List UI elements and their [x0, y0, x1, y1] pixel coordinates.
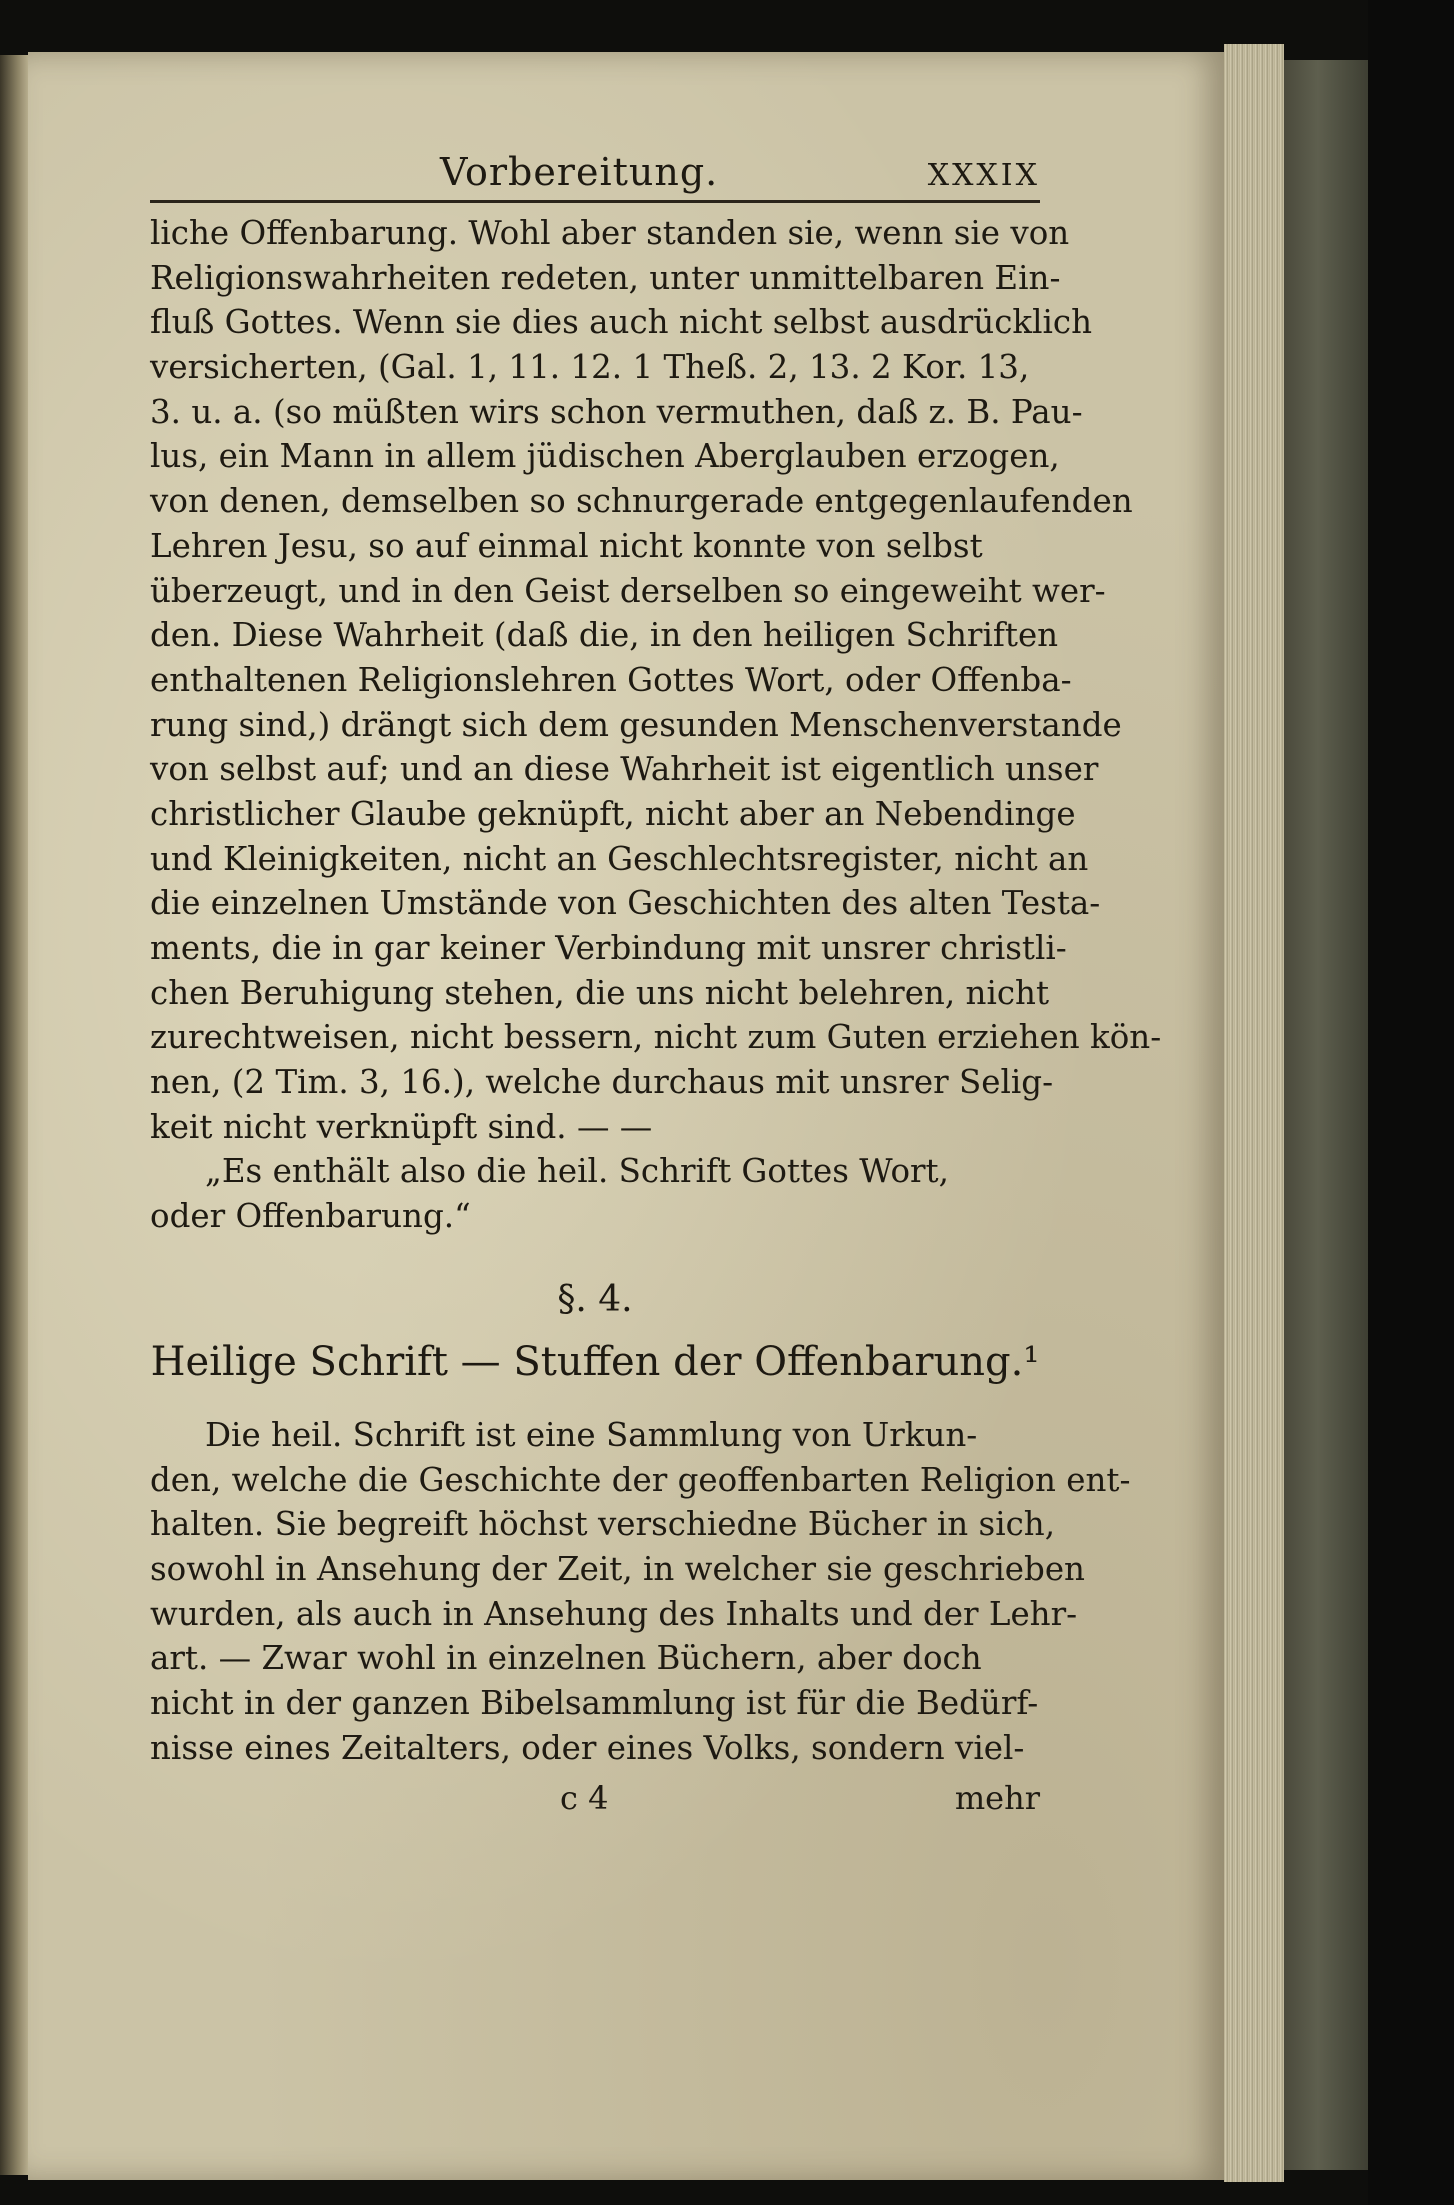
text-line: Religionswahrheiten redeten, unter unmittelbaren Ein-: [150, 258, 1061, 297]
text-line: art. — Zwar wohl in einzelnen Büchern, aber doch: [150, 1639, 982, 1678]
text-line: Die heil. Schrift ist eine Sammlung von Urkun-: [205, 1415, 978, 1454]
text-line: die einzelnen Umstände von Geschichten des alten Testa-: [150, 884, 1101, 923]
paragraph-1: [150, 211, 1162, 1149]
running-head: Vorbereitung.: [440, 150, 719, 194]
text-line: von selbst auf; und an diese Wahrheit ist eigentlich unser: [150, 750, 1099, 789]
text-line: 3. u. a. (so müßten wirs schon vermuthen, daß z. B. Pau-: [150, 392, 1083, 431]
text-line: oder Offenbarung.“: [150, 1197, 471, 1236]
text-line: überzeugt, und in den Geist derselben so eingeweiht wer-: [150, 571, 1106, 610]
header-rule: [150, 200, 1040, 203]
signature-mark: c 4: [560, 1779, 609, 1818]
book-spine: [1284, 60, 1368, 2170]
text-line: christlicher Glaube geknüpft, nicht aber an Nebendinge: [150, 794, 1076, 833]
page-text: [150, 150, 1162, 1820]
page-edges: [1224, 44, 1284, 2182]
text-line: keit nicht verknüpft sind. — —: [150, 1107, 653, 1146]
text-line: sowohl in Ansehung der Zeit, in welcher sie geschrieben: [150, 1549, 1085, 1588]
scan-margin-right: [1368, 0, 1454, 2205]
text-line: zurechtweisen, nicht bessern, nicht zum Guten erziehen kön-: [150, 1018, 1162, 1057]
text-line: den, welche die Geschichte der geoffenbarten Religion ent-: [150, 1460, 1131, 1499]
text-line: von denen, demselben so schnurgerade entgegenlaufenden: [150, 482, 1133, 521]
text-line: wurden, als auch in Ansehung des Inhalts und der Lehr-: [150, 1594, 1078, 1633]
text-line: nen, (2 Tim. 3, 16.), welche durchaus mit unsrer Selig-: [150, 1063, 1054, 1102]
text-line: „Es enthält also die heil. Schrift Gottes Wort,: [205, 1152, 949, 1191]
text-line: chen Beruhigung stehen, die uns nicht belehren, nicht: [150, 973, 1050, 1012]
text-line: lus, ein Mann in allem jüdischen Aberglauben erzogen,: [150, 437, 1060, 476]
page-header: [440, 150, 1040, 194]
text-line: fluß Gottes. Wenn sie dies auch nicht selbst ausdrücklich: [150, 303, 1093, 342]
catchword: mehr: [954, 1779, 1040, 1818]
text-line: rung sind,) drängt sich dem gesunden Menschenverstande: [150, 705, 1122, 744]
text-line: versicherten, (Gal. 1, 11. 12. 1 Theß. 2, 13. 2 Kor. 13,: [150, 348, 1030, 387]
paragraph-2-quote: [150, 1149, 1040, 1238]
text-line: und Kleinigkeiten, nicht an Geschlechtsregister, nicht an: [150, 839, 1089, 878]
text-line: den. Diese Wahrheit (daß die, in den heiligen Schriften: [150, 616, 1059, 655]
page-number: XXXIX: [927, 158, 1040, 193]
page-footer: [150, 1776, 1040, 1820]
text-line: liche Offenbarung. Wohl aber standen sie, wenn sie von: [150, 214, 1070, 252]
left-page-edge: [0, 55, 30, 2175]
paragraph-3: [150, 1413, 1131, 1771]
text-line: nicht in der ganzen Bibelsammlung ist für die Bedürf-: [150, 1683, 1039, 1722]
text-line: Lehren Jesu, so auf einmal nicht konnte von selbst: [150, 526, 983, 565]
section-heading: Heilige Schrift — Stuffen der Offenbarung.¹: [150, 1338, 1040, 1385]
text-line: ments, die in gar keiner Verbindung mit unsrer christli-: [150, 929, 1067, 967]
text-line: nisse eines Zeitalters, oder eines Volks, sondern viel-: [150, 1728, 1025, 1767]
section-number: §. 4.: [557, 1278, 633, 1320]
text-line: halten. Sie begreift höchst verschiedne Bücher in sich,: [150, 1505, 1056, 1544]
text-line: enthaltenen Religionslehren Gottes Wort, oder Offenba-: [150, 660, 1072, 699]
